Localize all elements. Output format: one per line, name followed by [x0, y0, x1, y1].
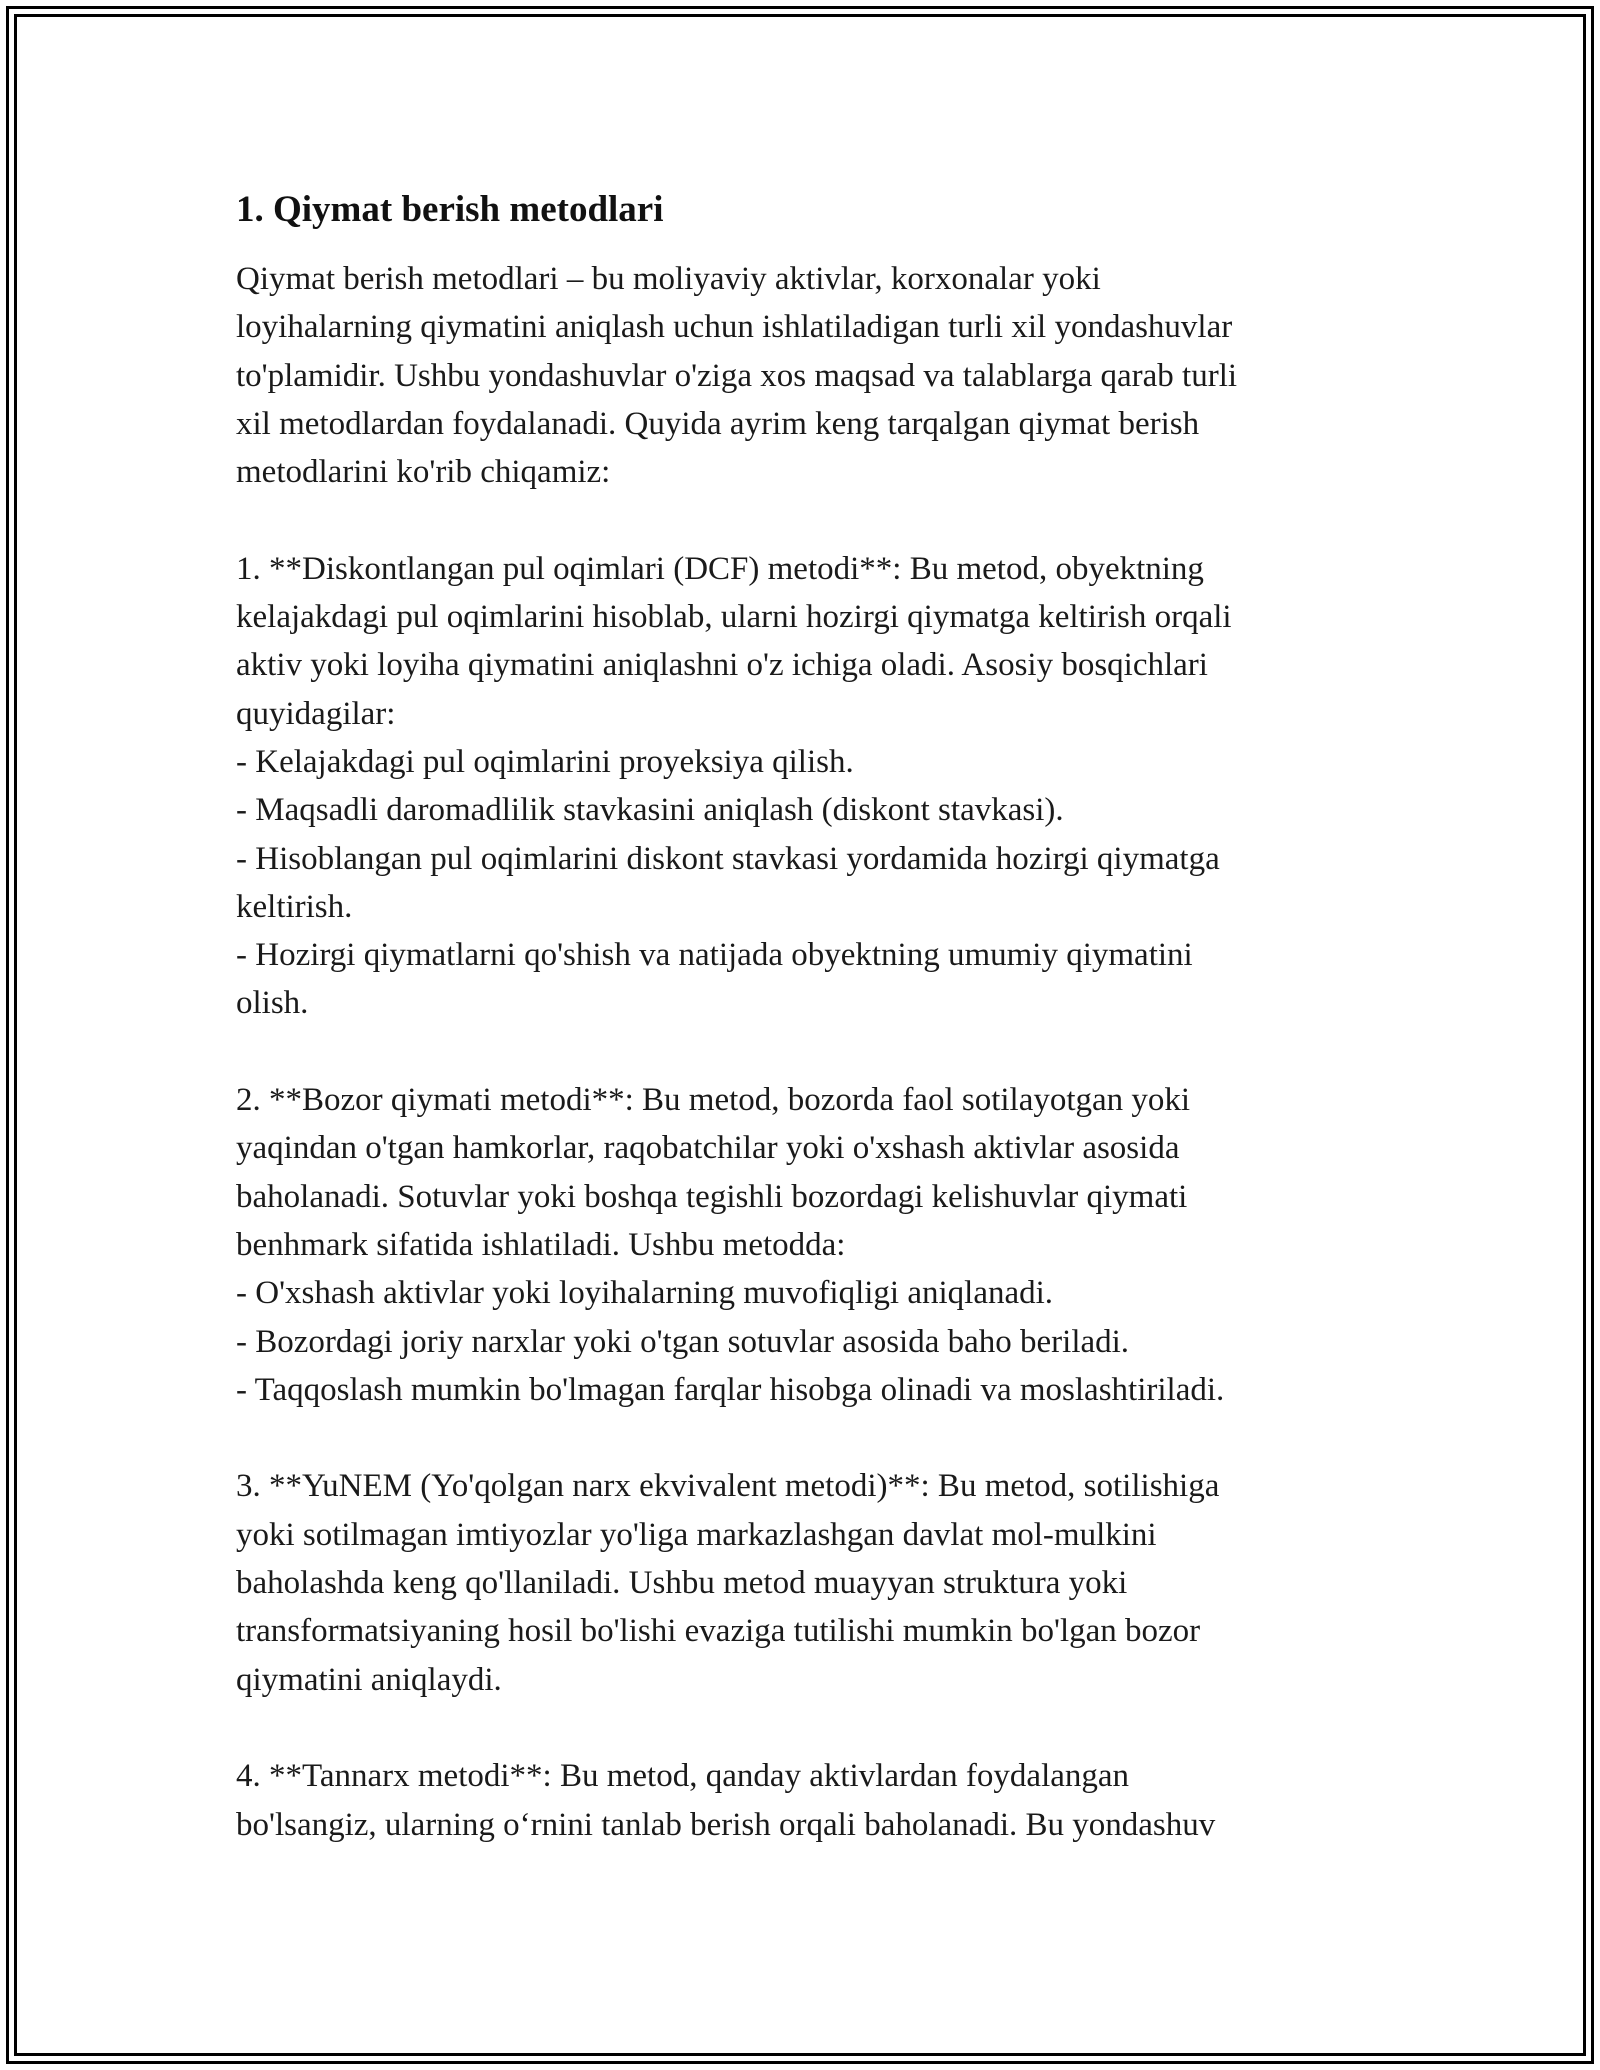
spacer	[236, 496, 1386, 544]
section-cost-method: 4. **Tannarx metodi**: Bu metod, qanday aktivlardan foydalangan bo'lsangiz, ularning o‘rnini tanlab berish orqali baholanadi. Bu yondashuv	[236, 1758, 1216, 1843]
document-body	[236, 185, 1386, 1849]
section-market-value-method: 2. **Bozor qiymati metodi**: Bu metod, bozorda faol sotilayotgan yoki yaqindan o'tgan hamkorlar, raqobatchilar yoki o'xshash aktivlar asosida baholanadi. Sotuvlar yoki boshqa tegishli bozordagi kelishuvlar qiymati benhmark sifatida ishlatiladi. Ushbu metodda: - O'xshash aktivlar yoki loyihalarning muvofiqligi aniqlanadi. - Bozordagi joriy narxlar yoki o'tgan sotuvlar asosida baho beriladi. - Taqqoslash mumkin bo'lmagan farqlar hisobga olinadi va moslashtiriladi.	[236, 1082, 1225, 1408]
section-dcf-method: 1. **Diskontlangan pul oqimlari (DCF) metodi**: Bu metod, obyektning kelajakdagi pul oqimlarini hisoblab, ularni hozirgi qiymatga keltirish orqali aktiv yoki loyiha qiymatini aniqlashni o'z ichiga oladi. Asosiy bosqichlari quyidagilar: - Kelajakdagi pul oqimlarini proyeksiya qilish. - Maqsadli daromadlilik stavkasini aniqlash (diskont stavkasi). - Hisoblangan pul oqimlarini diskont stavkasi yordamida hozirgi qiymatga keltirish. - Hozirgi qiymatlarni qo'shish va natijada obyektning umumiy qiymatini olish.	[236, 550, 1232, 1022]
spacer	[236, 1704, 1386, 1752]
section-yunem-method: 3. **YuNEM (Yo'qolgan narx ekvivalent metodi)**: Bu metod, sotilishiga yoki sotilmagan imtiyozlar yo'liga markazlashgan davlat mol-mulkini baholashda keng qo'llaniladi. Ushbu metod muayyan struktura yoki transformatsiyaning hosil bo'lishi evaziga tutilishi mumkin bo'lgan bozor qiymatini aniqlaydi.	[236, 1468, 1220, 1698]
spacer	[236, 1414, 1386, 1462]
spacer	[236, 1028, 1386, 1076]
intro-paragraph: Qiymat berish metodlari – bu moliyaviy aktivlar, korxonalar yoki loyihalarning qiymatini aniqlash uchun ishlatiladigan turli xil yondashuvlar to'plamidir. Ushbu yondashuvlar o'ziga xos maqsad va talablarga qarab turli xil metodlardan foydalanadi. Quyida ayrim keng tarqalgan qiymat berish metodlarini ko'rib chiqamiz:	[236, 261, 1238, 491]
page-title: 1. Qiymat berish metodlari	[236, 189, 664, 230]
